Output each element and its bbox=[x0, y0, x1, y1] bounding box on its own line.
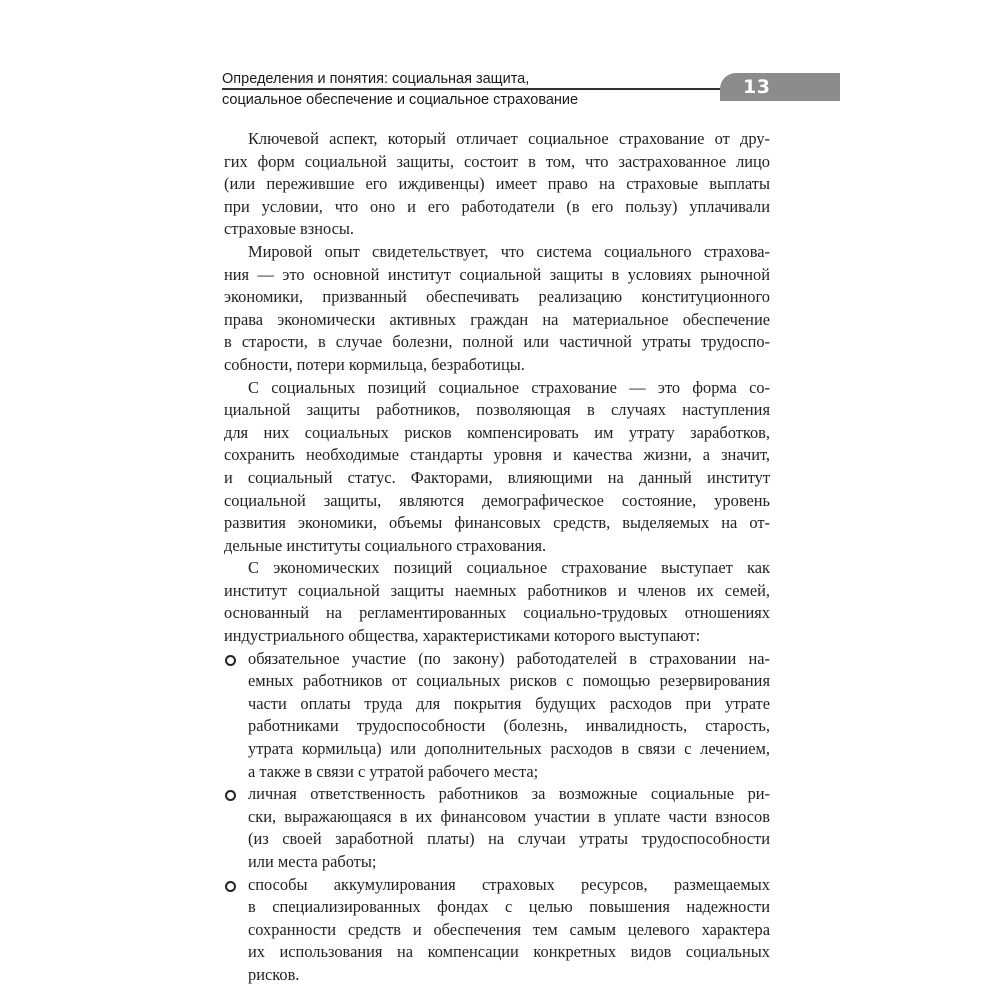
circle-bullet-icon bbox=[225, 655, 236, 666]
list-item-line: утрата кормильца) или дополнительных расходов в связи с лечением, bbox=[248, 739, 770, 759]
list-item-line: емных работников от социальных рисков с помощью резервирования bbox=[248, 671, 770, 691]
paragraph-line: Ключевой аспект, который отличает социальное страхование от дру- bbox=[248, 129, 770, 148]
paragraph-line: экономики, призванный обеспечивать реализацию конституционного bbox=[224, 287, 770, 307]
page-number: 13 bbox=[743, 76, 771, 98]
list-item-line: рисков. bbox=[248, 964, 300, 984]
paragraph-line: институт социальной защиты наемных работников и членов их семей, bbox=[224, 580, 770, 600]
page-number-tab bbox=[720, 73, 840, 101]
paragraph-line: развития экономики, объемы финансовых средств, выделяемых на от- bbox=[224, 513, 770, 533]
list-item-line: их использования на компенсации конкретных видов социальных bbox=[248, 942, 770, 962]
paragraph-line: индустриального общества, характеристиками которого выступают: bbox=[224, 626, 701, 646]
paragraph-line: социальной защиты, являются демографическое состояние, уровень bbox=[224, 490, 770, 510]
list-item-line: а также в связи с утратой рабочего места; bbox=[248, 761, 539, 781]
list-item-line: личная ответственность работников за возможные социальные ри- bbox=[248, 784, 770, 804]
list-item-line: работниками трудоспособности (болезнь, инвалидность, старость, bbox=[248, 716, 770, 736]
list-item bbox=[224, 874, 770, 987]
paragraph-line: сохранить необходимые стандарты уровня и качества жизни, а значит, bbox=[224, 445, 770, 465]
paragraph-line: ния — это основной институт социальной защиты в условиях рыночной bbox=[224, 264, 770, 284]
paragraph-line: основанный на регламентированных социально-трудовых отношениях bbox=[224, 603, 770, 623]
paragraph-2 bbox=[224, 241, 770, 377]
list-item bbox=[224, 783, 770, 873]
paragraph-3 bbox=[224, 377, 770, 558]
paragraph-1 bbox=[224, 128, 770, 241]
list-item-line: в специализированных фондах с целью повышения надежности bbox=[248, 897, 770, 917]
list-item-line: ски, выражающаяся в их финансовом участии в уплате части взносов bbox=[248, 806, 770, 826]
list-item bbox=[224, 648, 770, 784]
list-item-line: части оплаты труда для покрытия будущих расходов при утрате bbox=[248, 693, 770, 713]
paragraph-line: при условии, что оно и его работодатели (в его пользу) уплачивали bbox=[224, 196, 770, 216]
header-rule bbox=[222, 88, 722, 90]
list-item-line: или места работы; bbox=[248, 852, 377, 871]
circle-bullet-icon bbox=[225, 881, 236, 892]
list-item-line: (из своей заработной платы) на случаи утраты трудоспособности bbox=[248, 829, 770, 849]
paragraph-line: в старости, в случае болезни, полной или частичной утраты трудоспо- bbox=[224, 332, 770, 352]
paragraph-line: права экономически активных граждан на материальное обеспечение bbox=[224, 309, 770, 329]
paragraph-line: (или пережившие его иждивенцы) имеет право на страховые выплаты bbox=[224, 174, 770, 194]
paragraph-line: С экономических позиций социальное страхование выступает как bbox=[248, 558, 770, 578]
paragraph-line: страховые взносы. bbox=[224, 219, 354, 239]
running-header-line-1: Определения и понятия: социальная защита, bbox=[222, 71, 530, 87]
paragraph-line: собности, потери кормильца, безработицы. bbox=[224, 354, 525, 374]
paragraph-line: дельные институты социального страхования. bbox=[224, 535, 547, 555]
paragraph-4 bbox=[224, 557, 770, 647]
paragraph-line: и социальный статус. Факторами, влияющими на данный институт bbox=[224, 467, 770, 487]
list-item-line: обязательное участие (по закону) работодателей в страховании на- bbox=[248, 648, 770, 668]
paragraph-line: гих форм социальной защиты, состоит в том, что застрахованное лицо bbox=[224, 151, 770, 171]
paragraph-line: для них социальных рисков компенсировать им утрату заработков, bbox=[224, 422, 770, 442]
paragraph-line: циальной защиты работников, позволяющая в случаях наступления bbox=[224, 400, 770, 420]
page-body bbox=[224, 128, 770, 987]
paragraph-line: Мировой опыт свидетельствует, что система социального страхова- bbox=[248, 241, 770, 261]
paragraph-line: С социальных позиций социальное страхование — это форма со- bbox=[248, 377, 770, 397]
list-item-line: сохранности средств и обеспечения тем самым целевого характера bbox=[248, 919, 770, 939]
running-header-line-2: социальное обеспечение и социальное страхование bbox=[222, 92, 579, 108]
list-item-line: способы аккумулирования страховых ресурсов, размещаемых bbox=[248, 874, 770, 894]
